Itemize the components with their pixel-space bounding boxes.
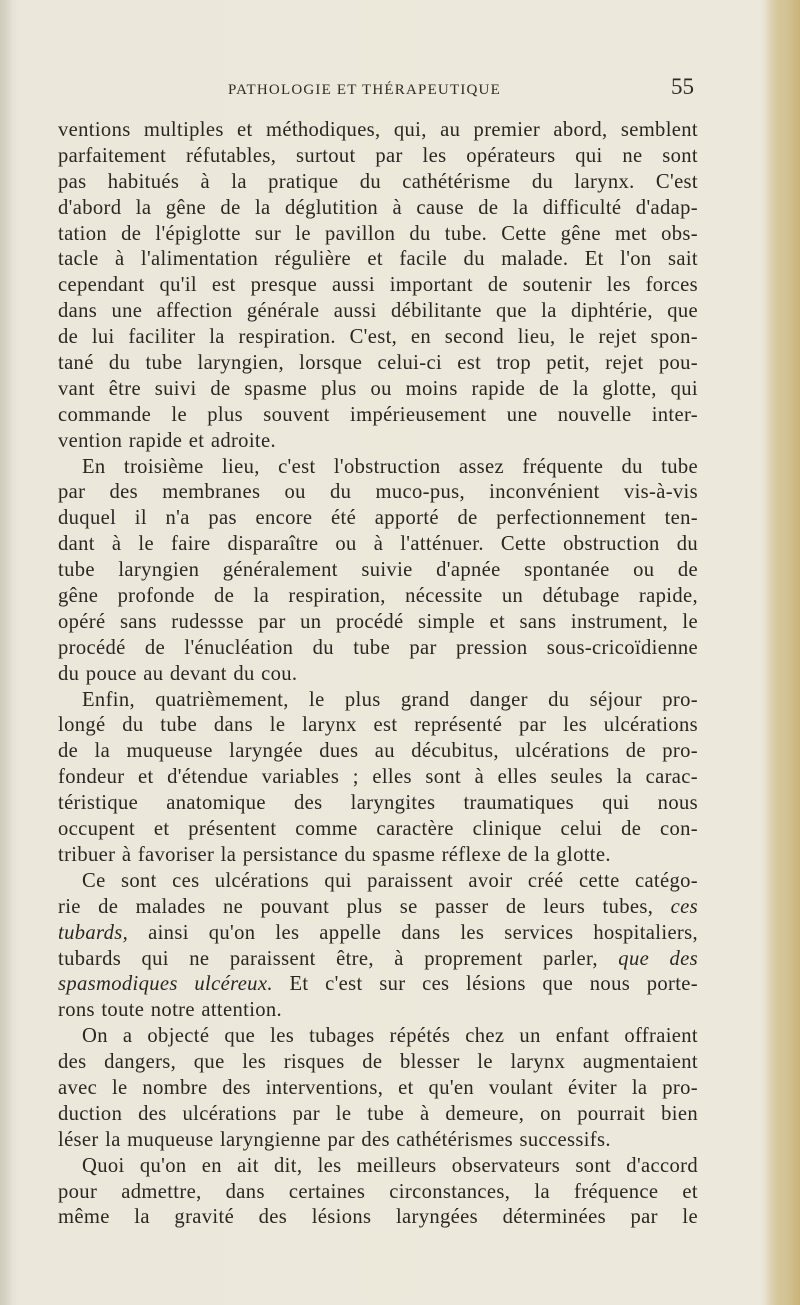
- text-line: commande le plus souvent impérieusement une nouvelle inter-: [58, 403, 698, 426]
- text-line: d'abord la gêne de la déglutition à cause de la difficulté d'adap-: [58, 196, 698, 219]
- page-number: 55: [671, 74, 694, 99]
- text-line-mixed: [58, 972, 698, 998]
- body-text: [58, 118, 698, 1231]
- paragraph-start: Quoi qu'on en ait dit, les meilleurs observateurs sont d'accord: [82, 1154, 698, 1177]
- paragraph-start: Ce sont ces ulcérations qui paraissent avoir créé cette catégo-: [82, 869, 698, 892]
- line-text: Et c'est sur ces lésions que nous porte-: [289, 973, 698, 996]
- text-line: fondeur et d'étendue variables ; elles sont à elles seules la carac-: [58, 766, 698, 789]
- text-line: cependant qu'il est presque aussi important de soutenir les forces: [58, 274, 698, 297]
- text-line: longé du tube dans le larynx est représenté par les ulcérations: [58, 714, 698, 737]
- text-line: occupent et présentent comme caractère clinique celui de con-: [58, 818, 698, 841]
- paragraph-start: Enfin, quatrièmement, le plus grand danger du séjour pro-: [82, 688, 698, 711]
- line-text: tubards qui ne paraissent être, à proprement parler,: [58, 947, 598, 970]
- italic-text: que des: [618, 947, 699, 970]
- text-line: dant à le faire disparaître ou à l'atténuer. Cette obstruction du: [58, 533, 698, 556]
- text-line: des dangers, que les risques de blesser le larynx augmentaient: [58, 1051, 698, 1074]
- paragraph-start: En troisième lieu, c'est l'obstruction assez fréquente du tube: [82, 455, 698, 478]
- italic-text: ces: [670, 895, 698, 918]
- text-line: procédé de l'énucléation du tube par pression sous-cricoïdienne: [58, 636, 698, 659]
- text-line-mixed: [58, 947, 698, 973]
- text-line: tation de l'épiglotte sur le pavillon du tube. Cette gêne met obs-: [58, 222, 698, 245]
- text-line: même la gravité des lésions laryngées déterminées par le: [58, 1206, 698, 1229]
- text-line: tribuer à favoriser la persistance du spasme réflexe de la glotte.: [58, 843, 611, 866]
- text-line: parfaitement réfutables, surtout par les opérateurs qui ne sont: [58, 144, 698, 167]
- text-line-mixed: [58, 921, 698, 947]
- text-line: duction des ulcérations par le tube à demeure, on pourrait bien: [58, 1102, 698, 1125]
- text-line: téristique anatomique des laryngites traumatiques qui nous: [58, 792, 698, 815]
- text-line: opéré sans rudessse par un procédé simple et sans instrument, le: [58, 610, 698, 633]
- text-line: gêne profonde de la respiration, nécessite un détubage rapide,: [58, 585, 698, 608]
- text-line: dans une affection générale aussi débilitante que la diphtérie, que: [58, 300, 698, 323]
- text-line: vention rapide et adroite.: [58, 429, 276, 452]
- line-text: rie de malades ne pouvant plus se passer de leurs tubes,: [58, 895, 654, 918]
- text-line: léser la muqueuse laryngienne par des cathétérismes successifs.: [58, 1128, 611, 1151]
- text-line: rons toute notre attention.: [58, 999, 283, 1022]
- text-line: du pouce au devant du cou.: [58, 662, 298, 685]
- italic-text: spasmodiques ulcéreux.: [58, 973, 273, 996]
- text-line: duquel il n'a pas encore été apporté de perfectionnement ten-: [58, 507, 698, 530]
- paragraph-start: On a objecté que les tubages répétés chez un enfant offraient: [82, 1025, 698, 1048]
- text-line: de la muqueuse laryngée dues au décubitus, ulcérations de pro-: [58, 740, 698, 763]
- text-line-mixed: [58, 895, 698, 921]
- page-header: [58, 72, 692, 102]
- text-line: tube laryngien généralement suivie d'apnée spontanée ou de: [58, 559, 698, 582]
- text-line: tané du tube laryngien, lorsque celui-ci est trop petit, rejet pou-: [58, 352, 698, 375]
- text-line: vant être suivi de spasme plus ou moins rapide de la glotte, qui: [58, 377, 698, 400]
- text-line: tacle à l'alimentation régulière et facile du malade. Et l'on sait: [58, 248, 698, 271]
- running-title: PATHOLOGIE ET THÉRAPEUTIQUE: [228, 82, 501, 98]
- italic-text: tubards,: [58, 921, 129, 944]
- text-line: avec le nombre des interventions, et qu'en voulant éviter la pro-: [58, 1076, 698, 1099]
- text-line: par des membranes ou du muco-pus, inconvénient vis-à-vis: [58, 481, 698, 504]
- text-line: pour admettre, dans certaines circonstances, la fréquence et: [58, 1180, 698, 1203]
- text-line: ventions multiples et méthodiques, qui, au premier abord, semblent: [58, 119, 698, 141]
- line-text: ainsi qu'on les appelle dans les services hospitaliers,: [148, 921, 699, 944]
- text-line: pas habitués à la pratique du cathétérisme du larynx. C'est: [58, 170, 698, 193]
- text-line: de lui faciliter la respiration. C'est, en second lieu, le rejet spon-: [58, 326, 698, 349]
